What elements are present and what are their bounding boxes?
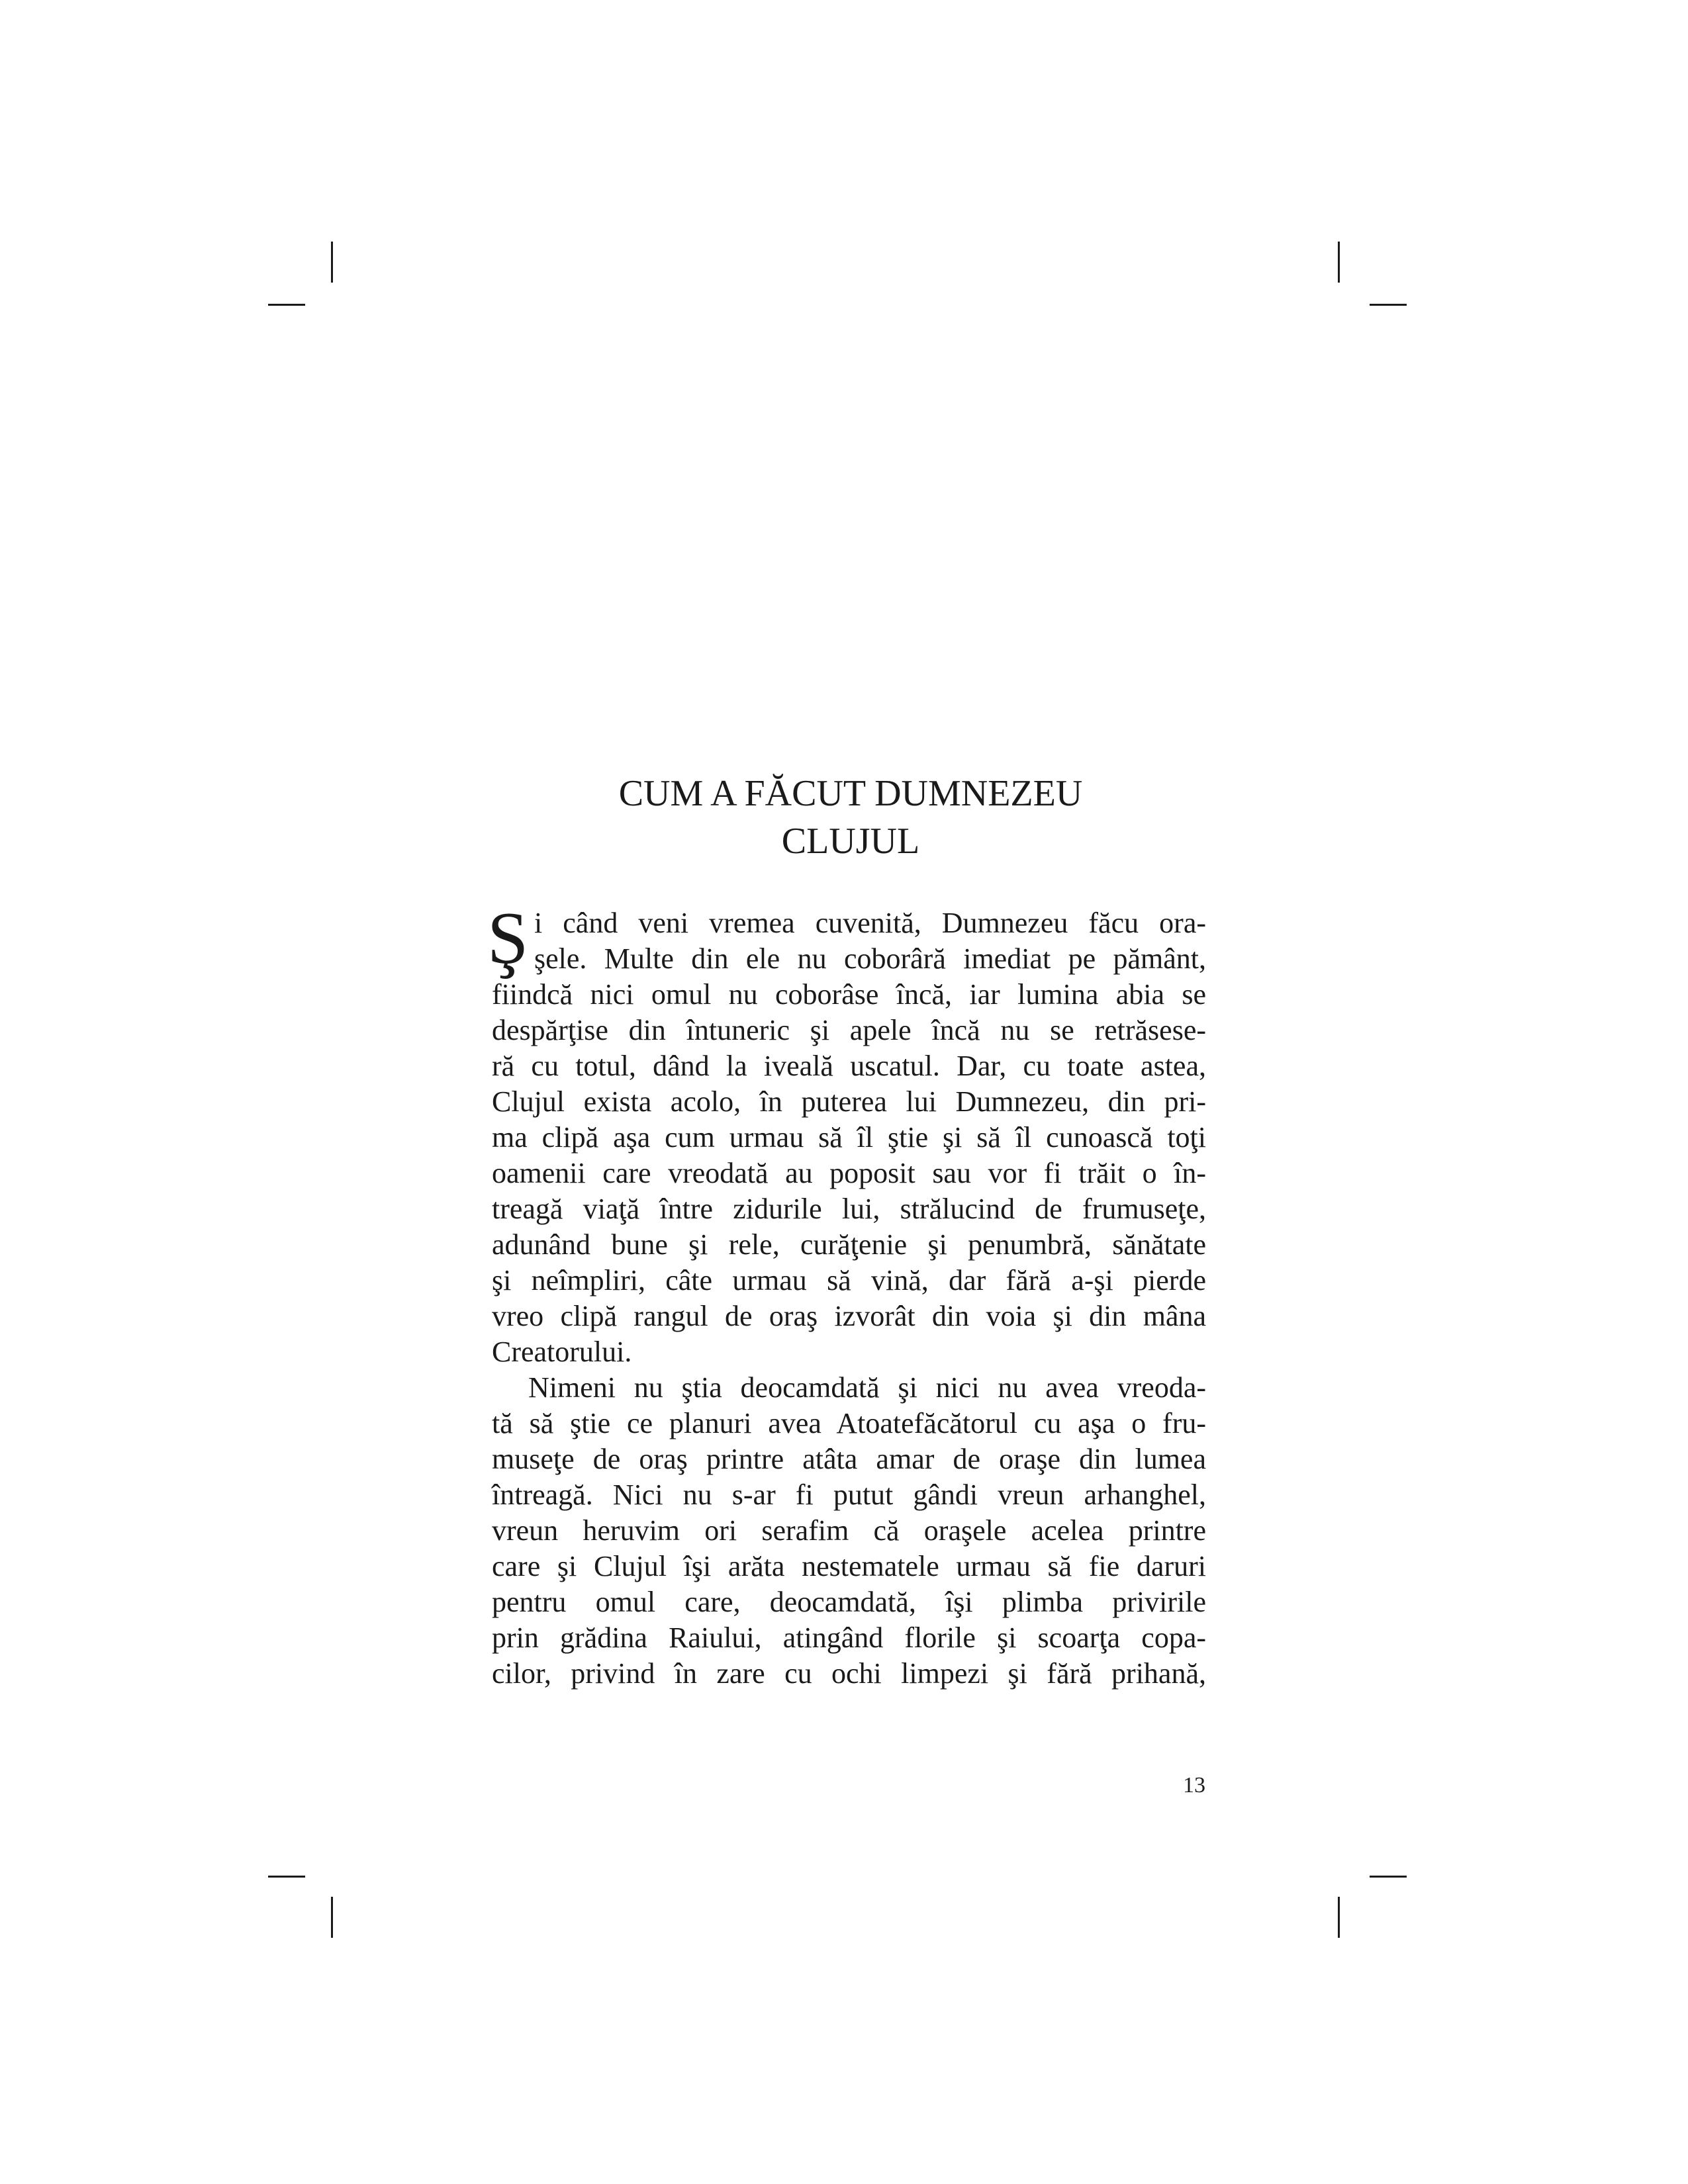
- chapter-title: [477, 770, 1225, 865]
- crop-mark-top-right-horizontal: [1370, 304, 1407, 306]
- page-number: 13: [1183, 1773, 1205, 1797]
- body-text-line: adunând bune şi rele, curăţenie şi penumbră, sănătate: [492, 1228, 1206, 1261]
- crop-mark-bottom-right-vertical: [1338, 1897, 1340, 1938]
- crop-mark-bottom-left-horizontal: [268, 1876, 305, 1878]
- body-text-line: ma clipă aşa cum urmau să îl ştie şi să îl cunoască toţi: [492, 1121, 1206, 1154]
- body-text-line: şi neîmpliri, câte urmau să vină, dar fără a-şi pierde: [492, 1264, 1206, 1297]
- body-text-line: Nimeni nu ştia deocamdată şi nici nu avea vreoda-: [528, 1371, 1206, 1404]
- crop-mark-top-left-vertical: [331, 242, 333, 283]
- body-text-line: care şi Clujul îşi arăta nestematele urmau să fie daruri: [492, 1550, 1206, 1582]
- body-text-line: prin grădina Raiului, atingând florile şi scoarţa copa-: [492, 1621, 1206, 1654]
- chapter-title-line: CLUJUL: [781, 821, 920, 862]
- crop-mark-top-left-horizontal: [268, 304, 305, 306]
- body-text-line: întreagă. Nici nu s-ar fi putut gândi vreun arhanghel,: [492, 1479, 1206, 1511]
- body-text-line: vreo clipă rangul de oraş izvorât din voia şi din mâna: [492, 1300, 1206, 1332]
- chapter-title-line: CUM A FĂCUT DUMNEZEU: [618, 773, 1083, 814]
- crop-mark-top-right-vertical: [1338, 242, 1340, 283]
- body-text-line: Creatorului.: [492, 1336, 632, 1368]
- body-text-line: ră cu totul, dând la iveală uscatul. Dar, cu toate astea,: [492, 1050, 1206, 1082]
- body-text-line: treagă viaţă între zidurile lui, strălucind de frumuseţe,: [492, 1193, 1206, 1225]
- body-text-line: fiindcă nici omul nu coborâse încă, iar lumina abia se: [492, 978, 1206, 1011]
- body-text-line: despărţise din întuneric şi apele încă nu se retrăsese-: [492, 1014, 1206, 1046]
- body-text-line: Clujul exista acolo, în puterea lui Dumnezeu, din pri-: [492, 1085, 1206, 1118]
- body-text-line: tă să ştie ce planuri avea Atoatefăcătorul cu aşa o fru-: [492, 1407, 1206, 1439]
- drop-cap: Ş: [487, 897, 529, 979]
- body-text-line: i când veni vremea cuvenită, Dumnezeu făcu ora-: [534, 907, 1206, 939]
- body-text-line: oamenii care vreodată au poposit sau vor fi trăit o în-: [492, 1157, 1206, 1189]
- crop-mark-bottom-right-horizontal: [1370, 1876, 1407, 1878]
- body-text-line: cilor, privind în zare cu ochi limpezi şi fără prihană,: [492, 1657, 1206, 1690]
- crop-mark-bottom-left-vertical: [331, 1897, 333, 1938]
- body-text-line: vreun heruvim ori serafim că oraşele acelea printre: [492, 1514, 1206, 1547]
- body-text-line: museţe de oraş printre atâta amar de oraşe din lumea: [492, 1443, 1206, 1475]
- body-text-line: pentru omul care, deocamdată, îşi plimba privirile: [492, 1586, 1206, 1618]
- body-text-line: şele. Multe din ele nu coborâră imediat pe pământ,: [534, 942, 1206, 975]
